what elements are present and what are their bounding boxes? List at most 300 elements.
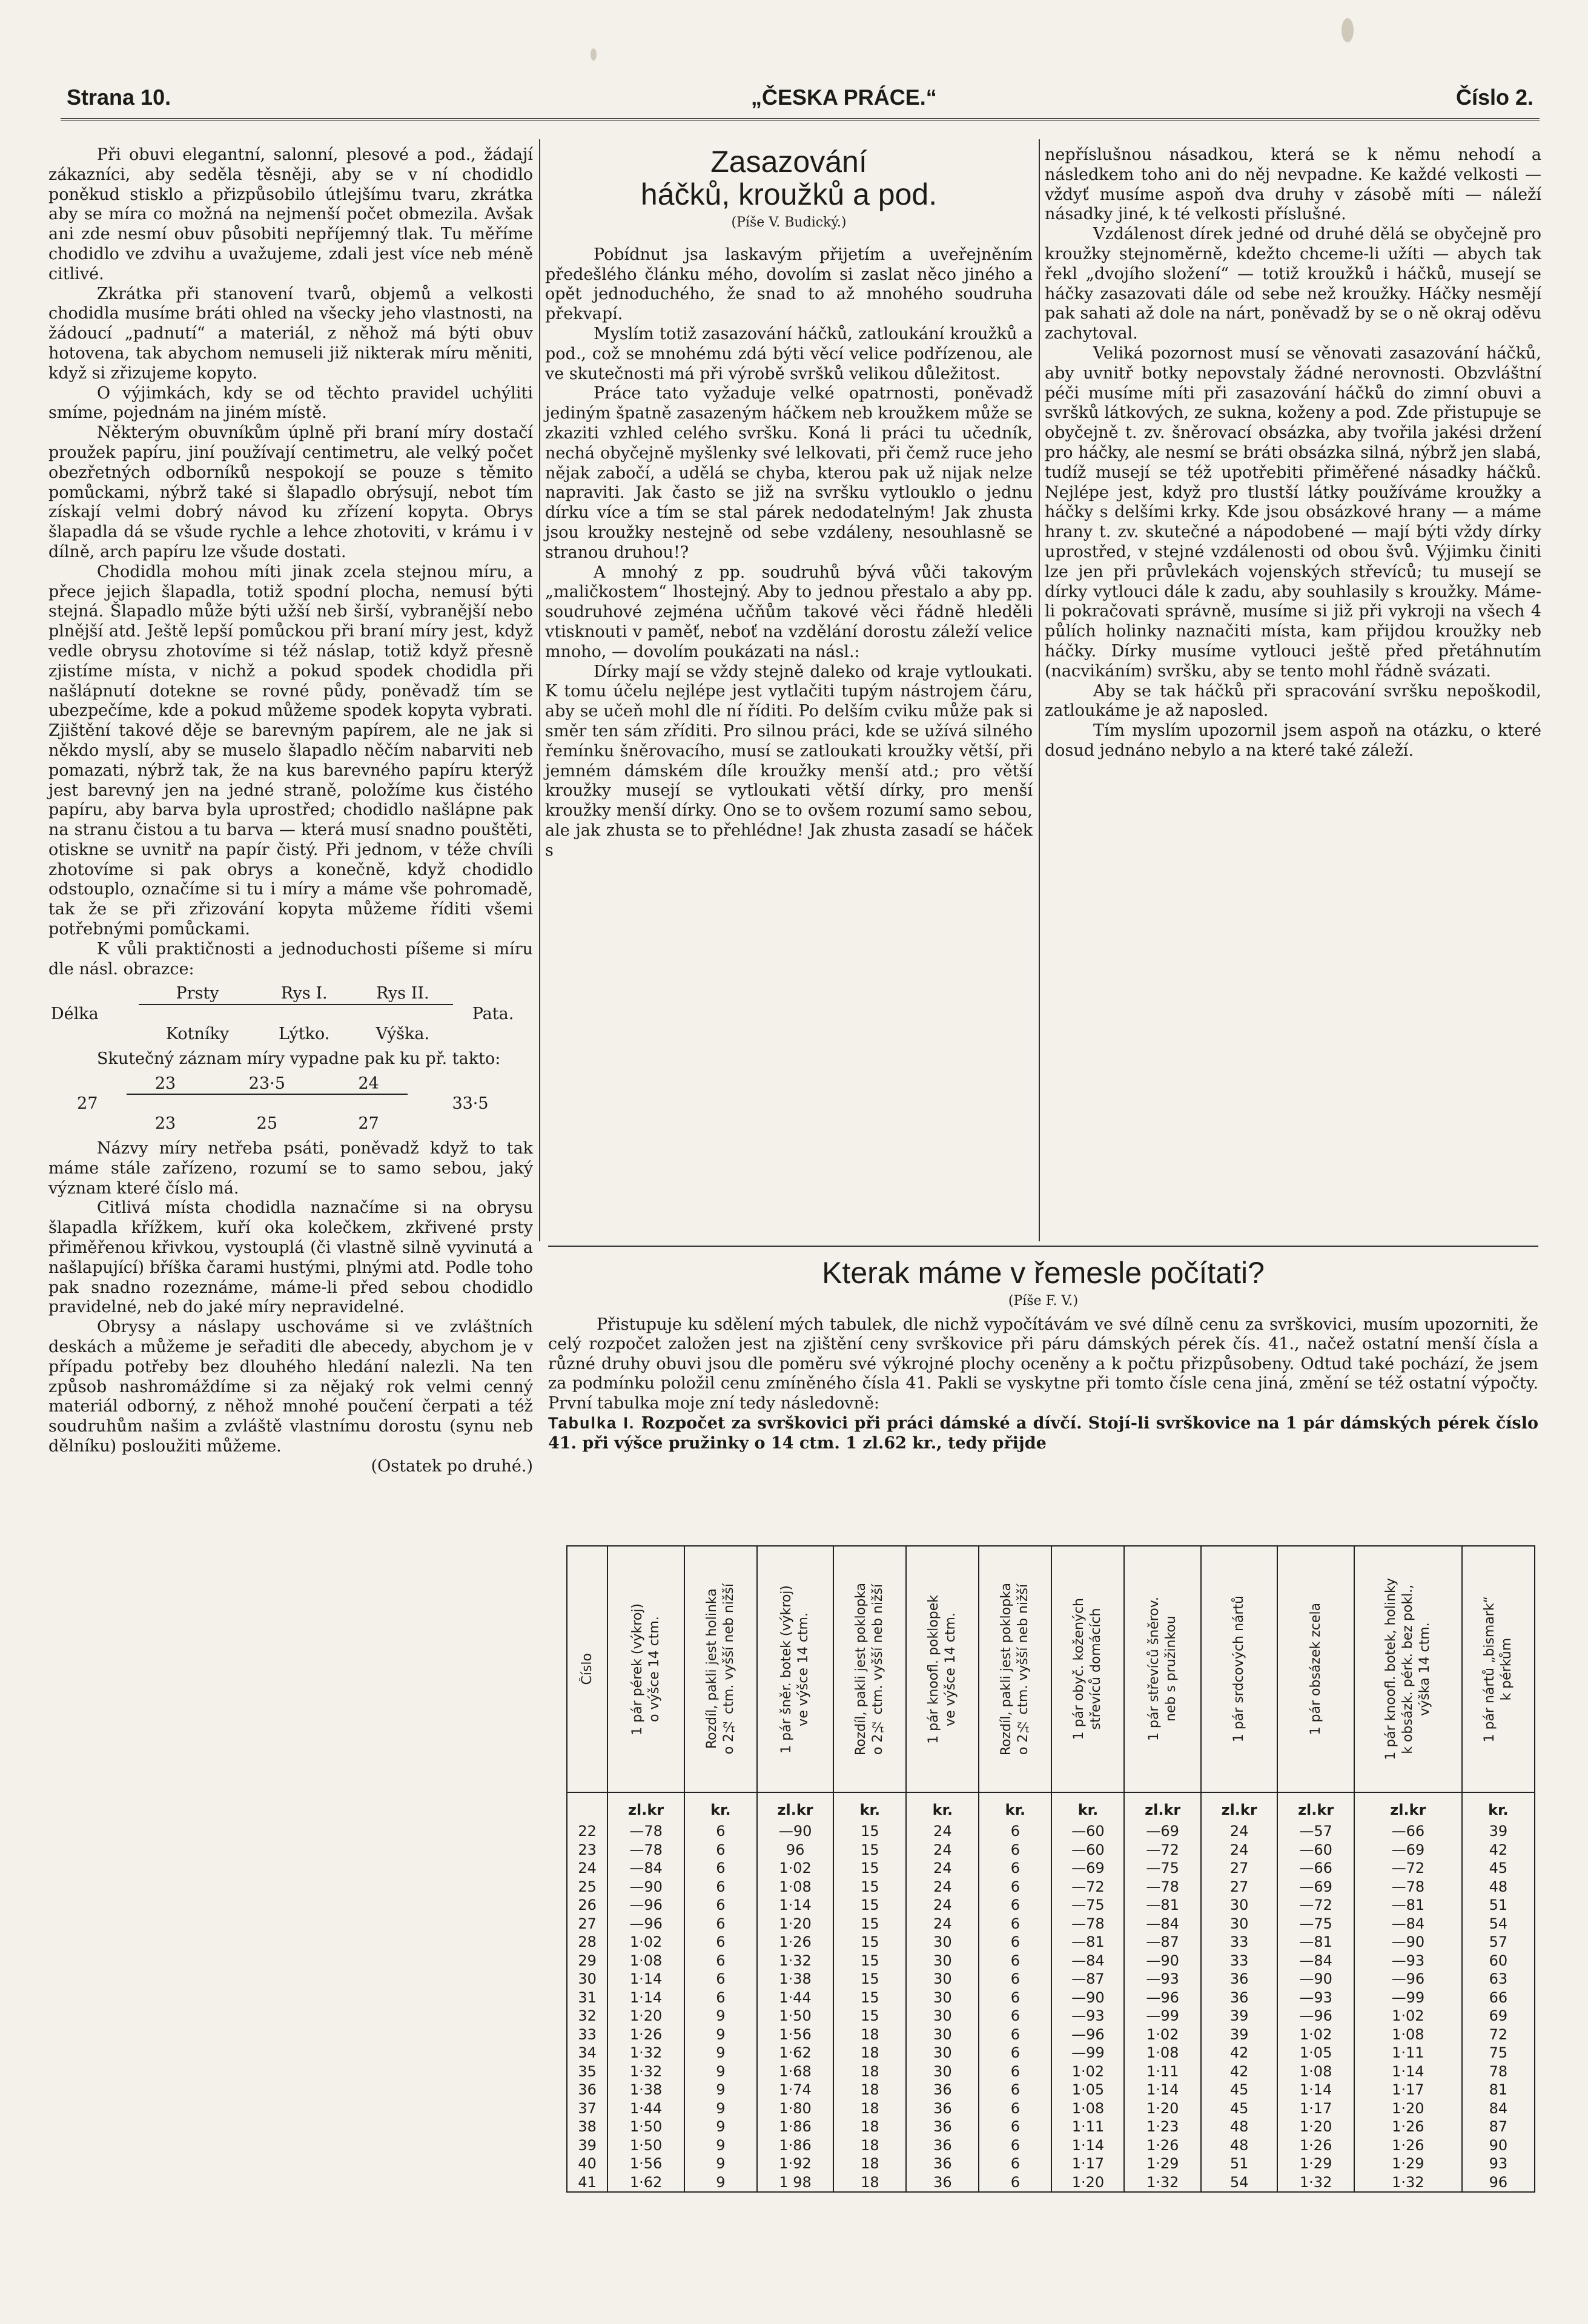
table-row [567, 1915, 1535, 1933]
table-cell: 24 [906, 1896, 979, 1915]
table-cell: —81 [1354, 1896, 1462, 1915]
column-header: 1 pár srdcových nártů [1201, 1546, 1277, 1792]
table-cell: 6 [979, 2118, 1051, 2136]
paragraph: Obrysy a náslapy uschováme si ve zvláštních deskách a můžeme je seřaditi dle abecedy, abychom je v případu potřeby bez dlouhého hledání nalezli. Na ten způsob nashromáždíme si za nějaký rok velmi cenný materiál odborný, z něhož mnohé poučení čerpati a též soudruhům našim a zvláště vlastnímu dorostu (synu neb dělníku) posloužiti můžeme. [48, 1318, 533, 1456]
table-cell: 42 [1201, 2044, 1277, 2062]
table-cell: —72 [1354, 1859, 1462, 1878]
table-cell: 24 [906, 1822, 979, 1841]
table-row [567, 1896, 1535, 1915]
table-cell: 45 [1201, 2081, 1277, 2099]
table-cell: 15 [833, 1841, 906, 1860]
table-cell: 1·08 [1124, 2044, 1200, 2062]
table-cell: 24 [1201, 1822, 1277, 1841]
column-header: 1 pár pérek (výkroj) o výšce 14 ctm. [607, 1546, 684, 1792]
table-cell: 36 [906, 2081, 979, 2099]
table-cell: —81 [1277, 1933, 1354, 1952]
table-cell: 27 [1201, 1878, 1277, 1897]
table-cell: 1·20 [757, 1915, 833, 1933]
table-cell: 15 [833, 1915, 906, 1933]
table-row [567, 2025, 1535, 2044]
table-cell: 6 [684, 1859, 757, 1878]
page-header [67, 85, 1533, 115]
table-cell: 39 [567, 2136, 607, 2155]
table-cell: 6 [979, 1822, 1051, 1841]
table-cell: 1·20 [607, 2007, 684, 2025]
table-cell: —66 [1354, 1822, 1462, 1841]
table-row [567, 1970, 1535, 1989]
table-row [567, 1859, 1535, 1878]
table-cell: —69 [1124, 1822, 1200, 1841]
table-cell: 1·11 [1124, 2062, 1200, 2081]
table-cell: 18 [833, 2099, 906, 2118]
table-cell: 9 [684, 2025, 757, 2044]
table-cell: 1·02 [607, 1933, 684, 1952]
paragraph: Při obuvi elegantní, salonní, plesové a pod., žádají zákazníci, aby seděla těsněji, aby se v ní chodidlo poněkud stisklo a přizpůsobilo útlejšímu tvaru, zkrátka aby se míra co možná na nejmenší počet obmezila. Avšak ani zde nesmí obuv působiti nepříjemný tlak. Tu měříme chodidlo ve zdvihu a uvažujeme, zdali jest více neb méně citlivé. [48, 145, 533, 283]
table-cell: 1·20 [1354, 2099, 1462, 2118]
table-cell: 30 [906, 1970, 979, 1989]
table-cell: 24 [906, 1859, 979, 1878]
table-cell: 9 [684, 2081, 757, 2099]
table-cell: 35 [567, 2062, 607, 2081]
table-cell: —78 [1354, 1878, 1462, 1897]
table-cell: —90 [607, 1878, 684, 1897]
table-cell: 30 [906, 2062, 979, 2081]
table-cell: 1·14 [1051, 2136, 1124, 2155]
table-row [567, 2154, 1535, 2173]
table-row [567, 2173, 1535, 2193]
table-cell: 6 [684, 1989, 757, 2007]
paragraph: Názvy míry netřeba psáti, poněvadž když to tak máme stále zařízeno, rozumí se to samo sebou, jaký význam které číslo má. [48, 1139, 533, 1198]
column-header: 1 pár nártů „bismark“ k pérkům [1462, 1546, 1535, 1792]
table-cell: 6 [684, 1841, 757, 1860]
units-row [567, 1792, 1535, 1822]
table-cell: 36 [1201, 1970, 1277, 1989]
unit-cell: zl.kr [1124, 1792, 1200, 1822]
table-cell: 1·05 [1277, 2044, 1354, 2062]
table-cell: —99 [1124, 2007, 1200, 2025]
table-cell: 9 [684, 2044, 757, 2062]
table-cell: 87 [1462, 2118, 1535, 2136]
table-cell: 28 [567, 1933, 607, 1952]
table-cell: 15 [833, 1878, 906, 1897]
table-row [567, 1933, 1535, 1952]
table-cell: 30 [906, 2025, 979, 2044]
table-cell: 1·02 [1051, 2062, 1124, 2081]
table-cell: 1·44 [757, 1989, 833, 2007]
table-cell: 1·08 [1051, 2099, 1124, 2118]
table-cell: 6 [979, 2136, 1051, 2155]
unit-cell: kr. [833, 1792, 906, 1822]
table-cell: 1·02 [1277, 2025, 1354, 2044]
column-header: Rozdíl, pakli jest poklopka o 2½ ctm. vyšší neb nižší [833, 1546, 906, 1792]
table-cell: —60 [1277, 1841, 1354, 1860]
table-cell: 48 [1201, 2118, 1277, 2136]
table-cell: —78 [1124, 1878, 1200, 1897]
table-cell: 39 [1462, 1822, 1535, 1841]
table-cell: 40 [567, 2154, 607, 2173]
unit-cell: zl.kr [1354, 1792, 1462, 1822]
table-cell: 6 [979, 2154, 1051, 2173]
column-divider [539, 139, 540, 1241]
table-cell: 1·05 [1051, 2081, 1124, 2099]
measurement-sample: 23 23·5 24 27 33·5 23 25 27 [77, 1074, 489, 1134]
table-cell: 54 [1201, 2173, 1277, 2193]
table-body [567, 1792, 1535, 2192]
section-divider [548, 1246, 1538, 1247]
table-cell: 36 [906, 2173, 979, 2193]
table-cell: 18 [833, 2044, 906, 2062]
paragraph: Myslím totiž zasazování háčků, zatloukání kroužků a pod., což se mnohému zdá býti věcí velice podřízenou, ale ve skutečnosti má při výrobě svršků velikou důležitost. [545, 324, 1033, 383]
table-cell: 96 [1462, 2173, 1535, 2193]
table-cell: 24 [906, 1878, 979, 1897]
table-cell: 15 [833, 1896, 906, 1915]
unit-cell: kr. [1051, 1792, 1124, 1822]
table-cell: 33 [1201, 1952, 1277, 1970]
table-row [567, 2118, 1535, 2136]
table-cell: 30 [906, 2044, 979, 2062]
table-cell: 36 [1201, 1989, 1277, 2007]
table-cell: 9 [684, 2007, 757, 2025]
table-cell: —84 [1277, 1952, 1354, 1970]
table-cell: —90 [1124, 1952, 1200, 1970]
table-cell: 18 [833, 2154, 906, 2173]
table-row [567, 2044, 1535, 2062]
table-row [567, 1841, 1535, 1860]
table-cell: 1·62 [757, 2044, 833, 2062]
table-cell: —78 [1051, 1915, 1124, 1933]
table-cell: 1·02 [757, 1859, 833, 1878]
byline: (Píše V. Budický.) [731, 215, 847, 230]
table-cell: 30 [1201, 1896, 1277, 1915]
table-cell: —96 [607, 1915, 684, 1933]
table-cell: 1·38 [607, 2081, 684, 2099]
table-cell: 1·17 [1051, 2154, 1124, 2173]
table-cell: 1·29 [1277, 2154, 1354, 2173]
table-cell: 1·23 [1124, 2118, 1200, 2136]
table-cell: 63 [1462, 1970, 1535, 1989]
table-cell: —57 [1277, 1822, 1354, 1841]
table-row [567, 1822, 1535, 1841]
table-cell: —90 [757, 1822, 833, 1841]
continued-note: (Ostatek po druhé.) [371, 1456, 533, 1476]
price-table [566, 1545, 1535, 2193]
unit-cell: kr. [1462, 1792, 1535, 1822]
table-cell: 27 [567, 1915, 607, 1933]
table-cell: 24 [906, 1915, 979, 1933]
column-3 [1045, 145, 1541, 761]
table-cell: 24 [1201, 1841, 1277, 1860]
table-cell: 1·14 [1354, 2062, 1462, 2081]
table-cell: 1·20 [1277, 2118, 1354, 2136]
table-cell: 1·20 [1124, 2099, 1200, 2118]
table-cell: 1·86 [757, 2136, 833, 2155]
table-cell: 57 [1462, 1933, 1535, 1952]
table-cell: 6 [979, 2062, 1051, 2081]
table-cell: 45 [1462, 1859, 1535, 1878]
masthead-title: „ČESKA PRÁCE.“ [751, 85, 937, 110]
paragraph: nepříslušnou násadkou, která se k němu nehodí a následkem toho ani do něj nevpadne. Ke každé velkosti — vždyť musíme aspoň dva druhy v zásobě míti — náleží násadky jiné, k té velkosti příslušné. [1045, 145, 1541, 224]
column-1 [48, 145, 533, 1477]
table-row [567, 1989, 1535, 2007]
paragraph: Pobídnut jsa laskavým přijetím a uveřejněním předešlého článku mého, dovolím si zaslat něco jiného a opět jednoduchého, že snad to až mnohého soudruha překvapí. [545, 245, 1033, 324]
table-cell: 36 [567, 2081, 607, 2099]
table-cell: 6 [684, 1952, 757, 1970]
table-cell: 42 [1462, 1841, 1535, 1860]
table-cell: 15 [833, 1989, 906, 2007]
table-cell: —96 [1051, 2025, 1124, 2044]
table-cell: 6 [979, 1878, 1051, 1897]
column-header: 1 pár střevíců šněrov. neb s pružinkou [1124, 1546, 1200, 1792]
paragraph: Dírky mají se vždy stejně daleko od kraje vytloukati. K tomu účelu nejlépe jest vytlačiti tupým nástrojem čáru, aby se učeň mohl dle ní říditi. Po delším cviku může pak si směr ten sám zříditi. Pro silnou práci, kde se užívá silného řemínku šněrovacího, musí se zatloukati kroužky větší, při jemném dámském díle kroužky menší atd.; pro větší kroužky musejí se vytloukati větší dírky, pro menší kroužky menší dírky. Ono se to ovšem rozumí samo sebou, ale jak zhusta se to přehlédne! Jak zhusta zasadí se háček s [545, 662, 1033, 860]
table-row [567, 1878, 1535, 1897]
table-cell: 1·50 [607, 2118, 684, 2136]
table-cell: 26 [567, 1896, 607, 1915]
table-cell: 37 [567, 2099, 607, 2118]
table-cell: —99 [1354, 1989, 1462, 2007]
column-header: 1 pár obsázek zcela [1277, 1546, 1354, 1792]
table-cell: —66 [1277, 1859, 1354, 1878]
table-cell: 31 [567, 1989, 607, 2007]
table-cell: 69 [1462, 2007, 1535, 2025]
table-cell: 6 [684, 1970, 757, 1989]
table-cell: —75 [1124, 1859, 1200, 1878]
table-cell: 9 [684, 2062, 757, 2081]
table-row [567, 2007, 1535, 2025]
paragraph: Práce tato vyžaduje velké opatrnosti, poněvadž jediným špatně zasazeným háčkem neb kroužkem může se zkaziti vzhled celého svršku. Koná li práci tu učedník, nechá obyčejně myšlenky své lelkovati, při čemž ruce jeho nějak zabočí, a udělá se chyba, kterou pak už nijak nelze napraviti. Jak často se již na svršku vytlouklo o jednu dírku více a tím se stal párek nedodatelným! Jak zhusta jsou kroužky nestejně od sebe vzdáleny, nesouhlasně se stranou druhou!? [545, 384, 1033, 562]
table-cell: 9 [684, 2173, 757, 2193]
table-cell: 1·32 [1354, 2173, 1462, 2193]
table-cell: —93 [1354, 1952, 1462, 1970]
table-cell: 42 [1201, 2062, 1277, 2081]
table-cell: 51 [1201, 2154, 1277, 2173]
paragraph: Veliká pozornost musí se věnovati zasazování háčků, aby uvnitř botky nepovstaly žádné nerovnosti. Obzvláštní péči musíme míti při zasazování háčků do zimní obuvi a svršků látkových, ze sukna, koženy a pod. Zde přistupuje se obyčejně t. zv. šněrovací obsázka, aby tvořila jakési držení pro háčky, ale nesmí se bráti obsázka silná, nýbrž jen slabá, tudíž musejí se též upotřebiti přiměřené násadky háčků. Nejlépe jest, když pro tlustší látky používáme kroužky a háčky s delšími krky. Kde jsou obsázkové hrany — a máme hrany t. zv. skutečné a nápodobené — mají býti vždy dírky uprostřed, v stejné vzdálenosti od obou švů. Výjimku činiti lze jen při průvlekách vojenských střevíců; tu musejí se dírky vytlouci dále k zadu, aby souhlasily s kroužky. Máme-li pokračovati správně, musíme si již při vykroji na všech 4 půlích holinky naznačiti místa, kam přijdou kroužky neb háčky. Dírky musíme vytlouci ještě před přetáhnutím (nacvikáním) svršku, aby se tento mohl řádně svázati. [1045, 343, 1541, 681]
table-cell: —72 [1051, 1878, 1124, 1897]
unit-cell: zl.kr [757, 1792, 833, 1822]
table-cell: 6 [979, 1915, 1051, 1933]
measurement-scheme: Prsty Rys I. Rys II. Délka Pata. Kotníky Lýtko. Výška. [51, 984, 514, 1044]
table-cell: 6 [979, 2173, 1051, 2193]
table-cell: 33 [567, 2025, 607, 2044]
unit-cell: zl.kr [1277, 1792, 1354, 1822]
table-cell: 1·26 [1354, 2136, 1462, 2155]
table-cell: 6 [684, 1878, 757, 1897]
table-row [567, 2062, 1535, 2081]
table-cell: 1·14 [607, 1989, 684, 2007]
table-cell: 1·11 [1051, 2118, 1124, 2136]
column-header: Rozdíl, pakli jest poklopka o 2½ ctm. vyšší neb nižší [979, 1546, 1051, 1792]
paper-stain [591, 48, 597, 61]
table-cell: 36 [906, 2154, 979, 2173]
table-cell: 18 [833, 2118, 906, 2136]
table-cell: —84 [1124, 1915, 1200, 1933]
table-cell: 9 [684, 2099, 757, 2118]
table-cell: 1·14 [757, 1896, 833, 1915]
table-cell: 22 [567, 1822, 607, 1841]
table-cell: —72 [1124, 1841, 1200, 1860]
unit-cell: kr. [906, 1792, 979, 1822]
table-cell: —84 [607, 1859, 684, 1878]
table-cell: —96 [1277, 2007, 1354, 2025]
table-cell: —69 [1277, 1878, 1354, 1897]
table-cell: 6 [979, 1933, 1051, 1952]
table-cell: —96 [1354, 1970, 1462, 1989]
table-cell: —78 [607, 1841, 684, 1860]
table-cell: 38 [567, 2118, 607, 2136]
table-cell: 15 [833, 1970, 906, 1989]
table-cell: 78 [1462, 2062, 1535, 2081]
table-row [567, 2136, 1535, 2155]
table-cell: —81 [1124, 1896, 1200, 1915]
table-header-row [567, 1546, 1535, 1792]
table-cell: 1·14 [1277, 2081, 1354, 2099]
table-cell: 25 [567, 1878, 607, 1897]
table-cell: 15 [833, 1933, 906, 1952]
table-cell: 6 [979, 2044, 1051, 2062]
table-cell: —78 [607, 1822, 684, 1841]
table-cell: 1·32 [607, 2044, 684, 2062]
table-cell: 75 [1462, 2044, 1535, 2062]
byline: (Píše F. V.) [1008, 1293, 1079, 1309]
table-cell: 36 [906, 2118, 979, 2136]
table-cell: —75 [1051, 1896, 1124, 1915]
table-cell: 6 [684, 1933, 757, 1952]
table-cell: 9 [684, 2136, 757, 2155]
column-header: 1 pár knoofl. poklopek ve výšce 14 ctm. [906, 1546, 979, 1792]
table-cell: —93 [1277, 1989, 1354, 2007]
table-cell: 48 [1201, 2136, 1277, 2155]
paragraph: Přistupuje ku sdělení mých tabulek, dle nichž vypočítávám ve své dílně cenu za svrškovici, musím upozorniti, že celý rozpočet založen jest na zjištění ceny svrškovice při páru dámských pérek čís. 41., načež ostatní menší čísla a různé druhy obuvi jsou dle poměru své výkrojné plochy oceněny a k počtu přizpůsobeny. Odtud také pochází, že jsem za podmínku položil cenu zmíněného čísla 41. Pakli se vyskytne při tomto čísle cena jiná, změní se též ostatní výpočty. První tabulka moje zní tedy následovně: [548, 1315, 1538, 1413]
table-cell: 1·26 [1354, 2118, 1462, 2136]
table-cell: —90 [1354, 1933, 1462, 1952]
table-cell: 24 [567, 1859, 607, 1878]
paragraph: Aby se tak háčků při spracování svršku nepoškodil, zatloukáme je až naposled. [1045, 681, 1541, 721]
table-cell: —81 [1051, 1933, 1124, 1952]
table-cell: —90 [1051, 1989, 1124, 2007]
table-cell: 6 [684, 1915, 757, 1933]
unit-cell: zl.kr [1201, 1792, 1277, 1822]
table-cell: 23 [567, 1841, 607, 1860]
table-cell: 60 [1462, 1952, 1535, 1970]
table-cell: 6 [979, 1896, 1051, 1915]
table-cell: 1·02 [1354, 2007, 1462, 2025]
table-cell: 45 [1201, 2099, 1277, 2118]
table-row [567, 2099, 1535, 2118]
table-cell: —69 [1354, 1841, 1462, 1860]
header-rule [61, 118, 1540, 120]
table-cell: —60 [1051, 1822, 1124, 1841]
table-cell: 1·32 [1277, 2173, 1354, 2193]
unit-cell [567, 1792, 607, 1822]
table-cell: 1·26 [1277, 2136, 1354, 2155]
table-cell: 1·29 [1354, 2154, 1462, 2173]
table-cell: 33 [1201, 1933, 1277, 1952]
table-cell: 90 [1462, 2136, 1535, 2155]
table-cell: 6 [979, 1859, 1051, 1878]
table-cell: 6 [684, 1822, 757, 1841]
table-cell: 15 [833, 1859, 906, 1878]
paragraph: Některým obuvníkům úplně při braní míry dostačí proužek papíru, jiní používají centimetru, ale velký počet obezřetných odborníků nespokojí se pouze s těmito pomůckami, nýbrž také si šlapadlo obrýsují, nebot tím získají velmi dobrý návod ku zřízení kopyta. Obrys šlapadla dá se všude rychle a lehce zhotoviti, v krámu i v dílně, arch papíru lze všude dostati. [48, 423, 533, 561]
table-cell: 54 [1462, 1915, 1535, 1933]
unit-cell: kr. [684, 1792, 757, 1822]
table-cell: 36 [906, 2099, 979, 2118]
paragraph: A mnohý z pp. soudruhů bývá vůči takovým „maličkostem“ lhostejný. Aby to jednou přestalo a aby pp. soudruhové zejména učňům takové věci řádně hleděli vtisknouti v paměť, neboť na vzdělání dorostu záleží velice mnoho, — dovolím poukázati na násl.: [545, 563, 1033, 661]
table-cell: —87 [1051, 1970, 1124, 1989]
table-label: Tabulka I. [548, 1414, 635, 1432]
paper-stain [1342, 18, 1354, 42]
table-cell: 1·14 [1124, 2081, 1200, 2099]
table-cell: 6 [979, 1841, 1051, 1860]
table-cell: 1·08 [1277, 2062, 1354, 2081]
table-cell: 1·68 [757, 2062, 833, 2081]
table-cell: 84 [1462, 2099, 1535, 2118]
table-cell: 1·08 [1354, 2025, 1462, 2044]
table-cell: 1·74 [757, 2081, 833, 2099]
table-cell: 1·11 [1354, 2044, 1462, 2062]
table-cell: 1·56 [757, 2025, 833, 2044]
table-cell: 6 [979, 1952, 1051, 1970]
table-cell: 1·02 [1124, 2025, 1200, 2044]
column-2 [545, 145, 1033, 861]
table-cell: 15 [833, 1952, 906, 1970]
table-cell: 66 [1462, 1989, 1535, 2007]
table-cell: 1·08 [757, 1878, 833, 1897]
table-cell: 15 [833, 2007, 906, 2025]
table-cell: 1·62 [607, 2173, 684, 2193]
table-cell: 36 [906, 2136, 979, 2155]
table-row [567, 1952, 1535, 1970]
column-header: 1 pár obyč. kožených střevíců domácích [1051, 1546, 1124, 1792]
table-cell: 1·26 [1124, 2136, 1200, 2155]
paragraph: Zkrátka při stanovení tvarů, objemů a velkosti chodidla musíme bráti ohled na všecky jeho vlastnosti, na žádoucí „padnutí“ a materiál, z něhož má býti obuv hotovena, tak abychom nemuseli již nikterak míru měniti, když si zřizujeme kopyto. [48, 284, 533, 383]
table-cell: 6 [684, 1896, 757, 1915]
table-cell: 93 [1462, 2154, 1535, 2173]
table-cell: 30 [1201, 1915, 1277, 1933]
page-number: Strana 10. [67, 85, 171, 110]
table-cell: —90 [1277, 1970, 1354, 1989]
table-cell: —93 [1051, 2007, 1124, 2025]
table-cell: 39 [1201, 2025, 1277, 2044]
column-header: 1 pár šněr. botek (výkroj) ve výšce 14 ctm. [757, 1546, 833, 1792]
table-cell: 1·38 [757, 1970, 833, 1989]
table-cell: 1·32 [607, 2062, 684, 2081]
table-cell: 41 [567, 2173, 607, 2193]
table-cell: 32 [567, 2007, 607, 2025]
table-cell: 1·32 [1124, 2173, 1200, 2193]
table-cell: —75 [1277, 1915, 1354, 1933]
table-cell: 18 [833, 2081, 906, 2099]
article-title: Zasazování [710, 145, 867, 179]
table-cell: 18 [833, 2062, 906, 2081]
table-cell: 6 [979, 2099, 1051, 2118]
paragraph: Chodidla mohou míti jinak zcela stejnou míru, a přece jejich šlapadla, totiž spodní plocha, nemusí býti stejná. Šlapadlo může býti užší neb širší, vybranější nebo plnější atd. Ještě lepší pomůckou při braní míry jest, když vedle obrysu zhotovíme si též náslap, totiž když přesně zjistíme místa, v nichž a pokud spodek chodidla při našlápnutí dotekne se rovné půdy, poněvadž tím se ubezpečíme, kde a pokud můžeme spodek kopyta vybrati. Zjištění takové děje se barevným papírem, ale ne jak si někdo myslí, aby se muselo šlapadlo něčím nabarviti neb pomazati, nýbrž tak, že na kus barevného papíru kterýž jest barevný jen na jedné straně, položíme kus čistého papíru, aby barva byla uprostřed; chodidlo našlápne pak na stranu čistou a tu barva — která musí snadno pouštěti, otiskne se uvnitř na papír čistý. Při jednom, v téže chvíli zhotovíme si pak obrys a konečně, když chodidlo odstouplo, označíme si tu i míry a máme vše pohromadě, tak že se při zřizování kopyta můžeme říditi všemi potřebnými pomůckami. [48, 562, 533, 939]
table-cell: —99 [1051, 2044, 1124, 2062]
table-cell: 30 [906, 1933, 979, 1952]
table-cell: 1·86 [757, 2118, 833, 2136]
table-cell: 6 [979, 1989, 1051, 2007]
column-divider [1039, 139, 1040, 1241]
table-row [567, 2081, 1535, 2099]
table-cell: —87 [1124, 1933, 1200, 1952]
paragraph: K vůli praktičnosti a jednoduchosti píšeme si míru dle násl. obrazce: [48, 939, 533, 979]
table-cell: 1·17 [1277, 2099, 1354, 2118]
table-cell: 6 [979, 2007, 1051, 2025]
table-cell: 1·50 [607, 2136, 684, 2155]
paragraph: Skutečný záznam míry vypadne pak ku př. takto: [97, 1049, 501, 1068]
table-cell: 96 [757, 1841, 833, 1860]
table-cell: 24 [906, 1841, 979, 1860]
unit-cell: zl.kr [607, 1792, 684, 1822]
table-cell: 30 [906, 1989, 979, 2007]
